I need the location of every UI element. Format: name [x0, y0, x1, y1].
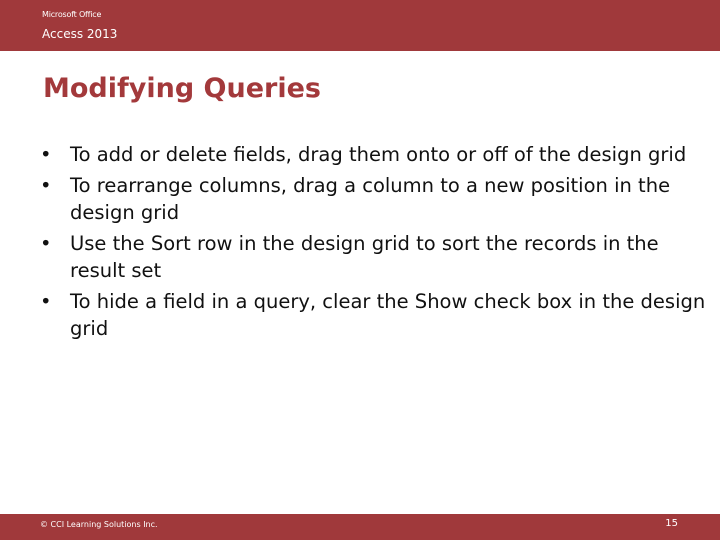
page-number: 15 — [665, 518, 678, 529]
bullet-item — [40, 288, 710, 342]
header-band — [0, 0, 720, 51]
bullet-item — [40, 172, 710, 226]
bullet-text: To rearrange columns, drag a column to a new position in the design grid — [70, 174, 671, 224]
course-name: Access 2013 — [42, 27, 118, 41]
bullet-item — [40, 141, 710, 168]
bullet-text: To hide a field in a query, clear the Show check box in the design grid — [70, 290, 706, 340]
bullet-text: Use the Sort row in the design grid to sort the records in the result set — [70, 232, 659, 282]
product-name: Microsoft Office — [42, 10, 102, 19]
slide-title: Modifying Queries — [43, 73, 321, 104]
copyright-text: © CCI Learning Solutions Inc. — [40, 520, 158, 529]
bullet-dot-icon: • — [40, 232, 52, 255]
bullet-item — [40, 230, 710, 284]
bullet-list — [40, 141, 710, 346]
bullet-dot-icon: • — [40, 143, 52, 166]
bullet-dot-icon: • — [40, 290, 52, 313]
bullet-dot-icon: • — [40, 174, 52, 197]
bullet-text: To add or delete fields, drag them onto or off of the design grid — [70, 143, 687, 166]
